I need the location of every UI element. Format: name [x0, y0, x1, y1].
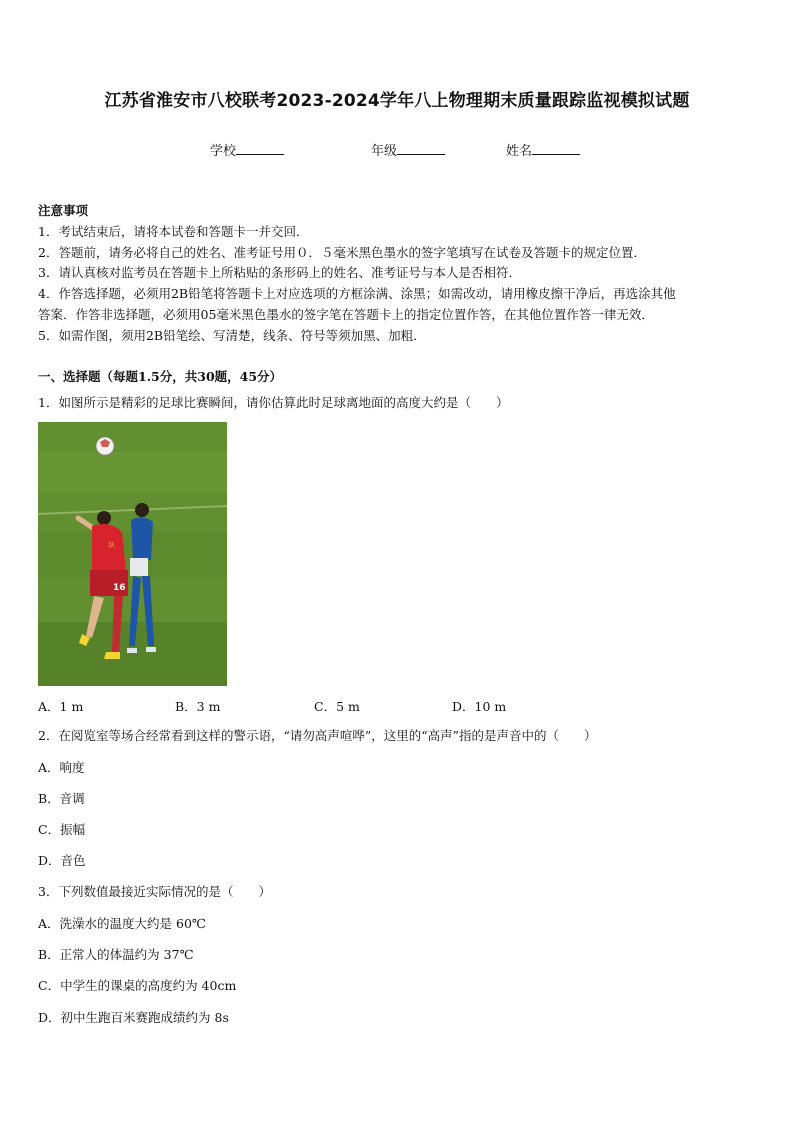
option-c[interactable]: C．5 m [314, 699, 360, 714]
option-a[interactable]: A．洗澡水的温度大约是 60℃ [38, 916, 206, 931]
grade-label: 年级 [371, 144, 398, 159]
jersey-number: 16 [113, 583, 126, 593]
notice-item: 2．答题前，请务必将自己的姓名、准考证号用０．５毫米黑色墨水的签字笔填写在试卷及答题卡的规定位置． [38, 245, 646, 260]
question-3-stem: 3．下列数值最接近实际情况的是（ ） [38, 884, 271, 899]
option-c[interactable]: C．振幅 [38, 822, 86, 837]
svg-text:队: 队 [109, 542, 116, 549]
exam-title: 江苏省淮安市八校联考2023-2024学年八上物理期末质量跟踪监视模拟试题 [104, 91, 690, 111]
option-d[interactable]: D．音色 [38, 853, 86, 868]
notice-heading: 注意事项 [38, 203, 89, 218]
option-a[interactable]: A．响度 [38, 760, 85, 775]
notice-item: 5．如需作图，须用2B铅笔绘、写清楚，线条、符号等须加黑、加粗． [38, 328, 426, 343]
soccer-match-photo [38, 422, 227, 686]
option-b[interactable]: B．音调 [38, 791, 85, 806]
option-b[interactable]: B．正常人的体温约为 37℃ [38, 947, 194, 962]
name-blank[interactable] [532, 142, 580, 155]
notice-item: 1．考试结束后，请将本试卷和答题卡一并交回． [38, 224, 309, 239]
notice-item: 3．请认真核对监考员在答题卡上所粘贴的条形码上的姓名、准考证号与本人是否相符． [38, 265, 521, 280]
grade-field[interactable] [371, 140, 445, 159]
section-heading: 一、选择题（每题1.5分，共30题，45分） [38, 369, 283, 384]
name-field[interactable] [506, 140, 580, 159]
school-blank[interactable] [236, 142, 284, 155]
school-field[interactable] [210, 140, 284, 159]
name-label: 姓名 [506, 144, 533, 159]
notice-item: 4．作答选择题，必须用2B铅笔将答题卡上对应选项的方框涂满、涂黑；如需改动，请用橡皮擦干净后，再选涂其他 [38, 286, 676, 301]
option-d[interactable]: D．10 m [452, 699, 507, 714]
option-c[interactable]: C．中学生的课桌的高度约为 40cm [38, 978, 237, 993]
school-label: 学校 [210, 144, 237, 159]
soccer-ball-icon [96, 437, 114, 455]
option-a[interactable]: A．1 m [38, 699, 84, 714]
option-b[interactable]: B．3 m [175, 699, 221, 714]
option-d[interactable]: D．初中生跑百米赛跑成绩约为 8s [38, 1010, 229, 1025]
question-2-stem: 2．在阅览室等场合经常看到这样的警示语，“请勿高声喧哗”，这里的“高声”指的是声音中的（ ） [38, 728, 597, 743]
grade-blank[interactable] [397, 142, 445, 155]
notice-item-continued: 答案．作答非选择题，必须用05毫米黑色墨水的签字笔在答题卡上的指定位置作答，在其他位置作答一律无效． [38, 307, 654, 322]
question-1-stem: 1．如图所示是精彩的足球比赛瞬间，请你估算此时足球离地面的高度大约是（ ） [38, 395, 509, 410]
